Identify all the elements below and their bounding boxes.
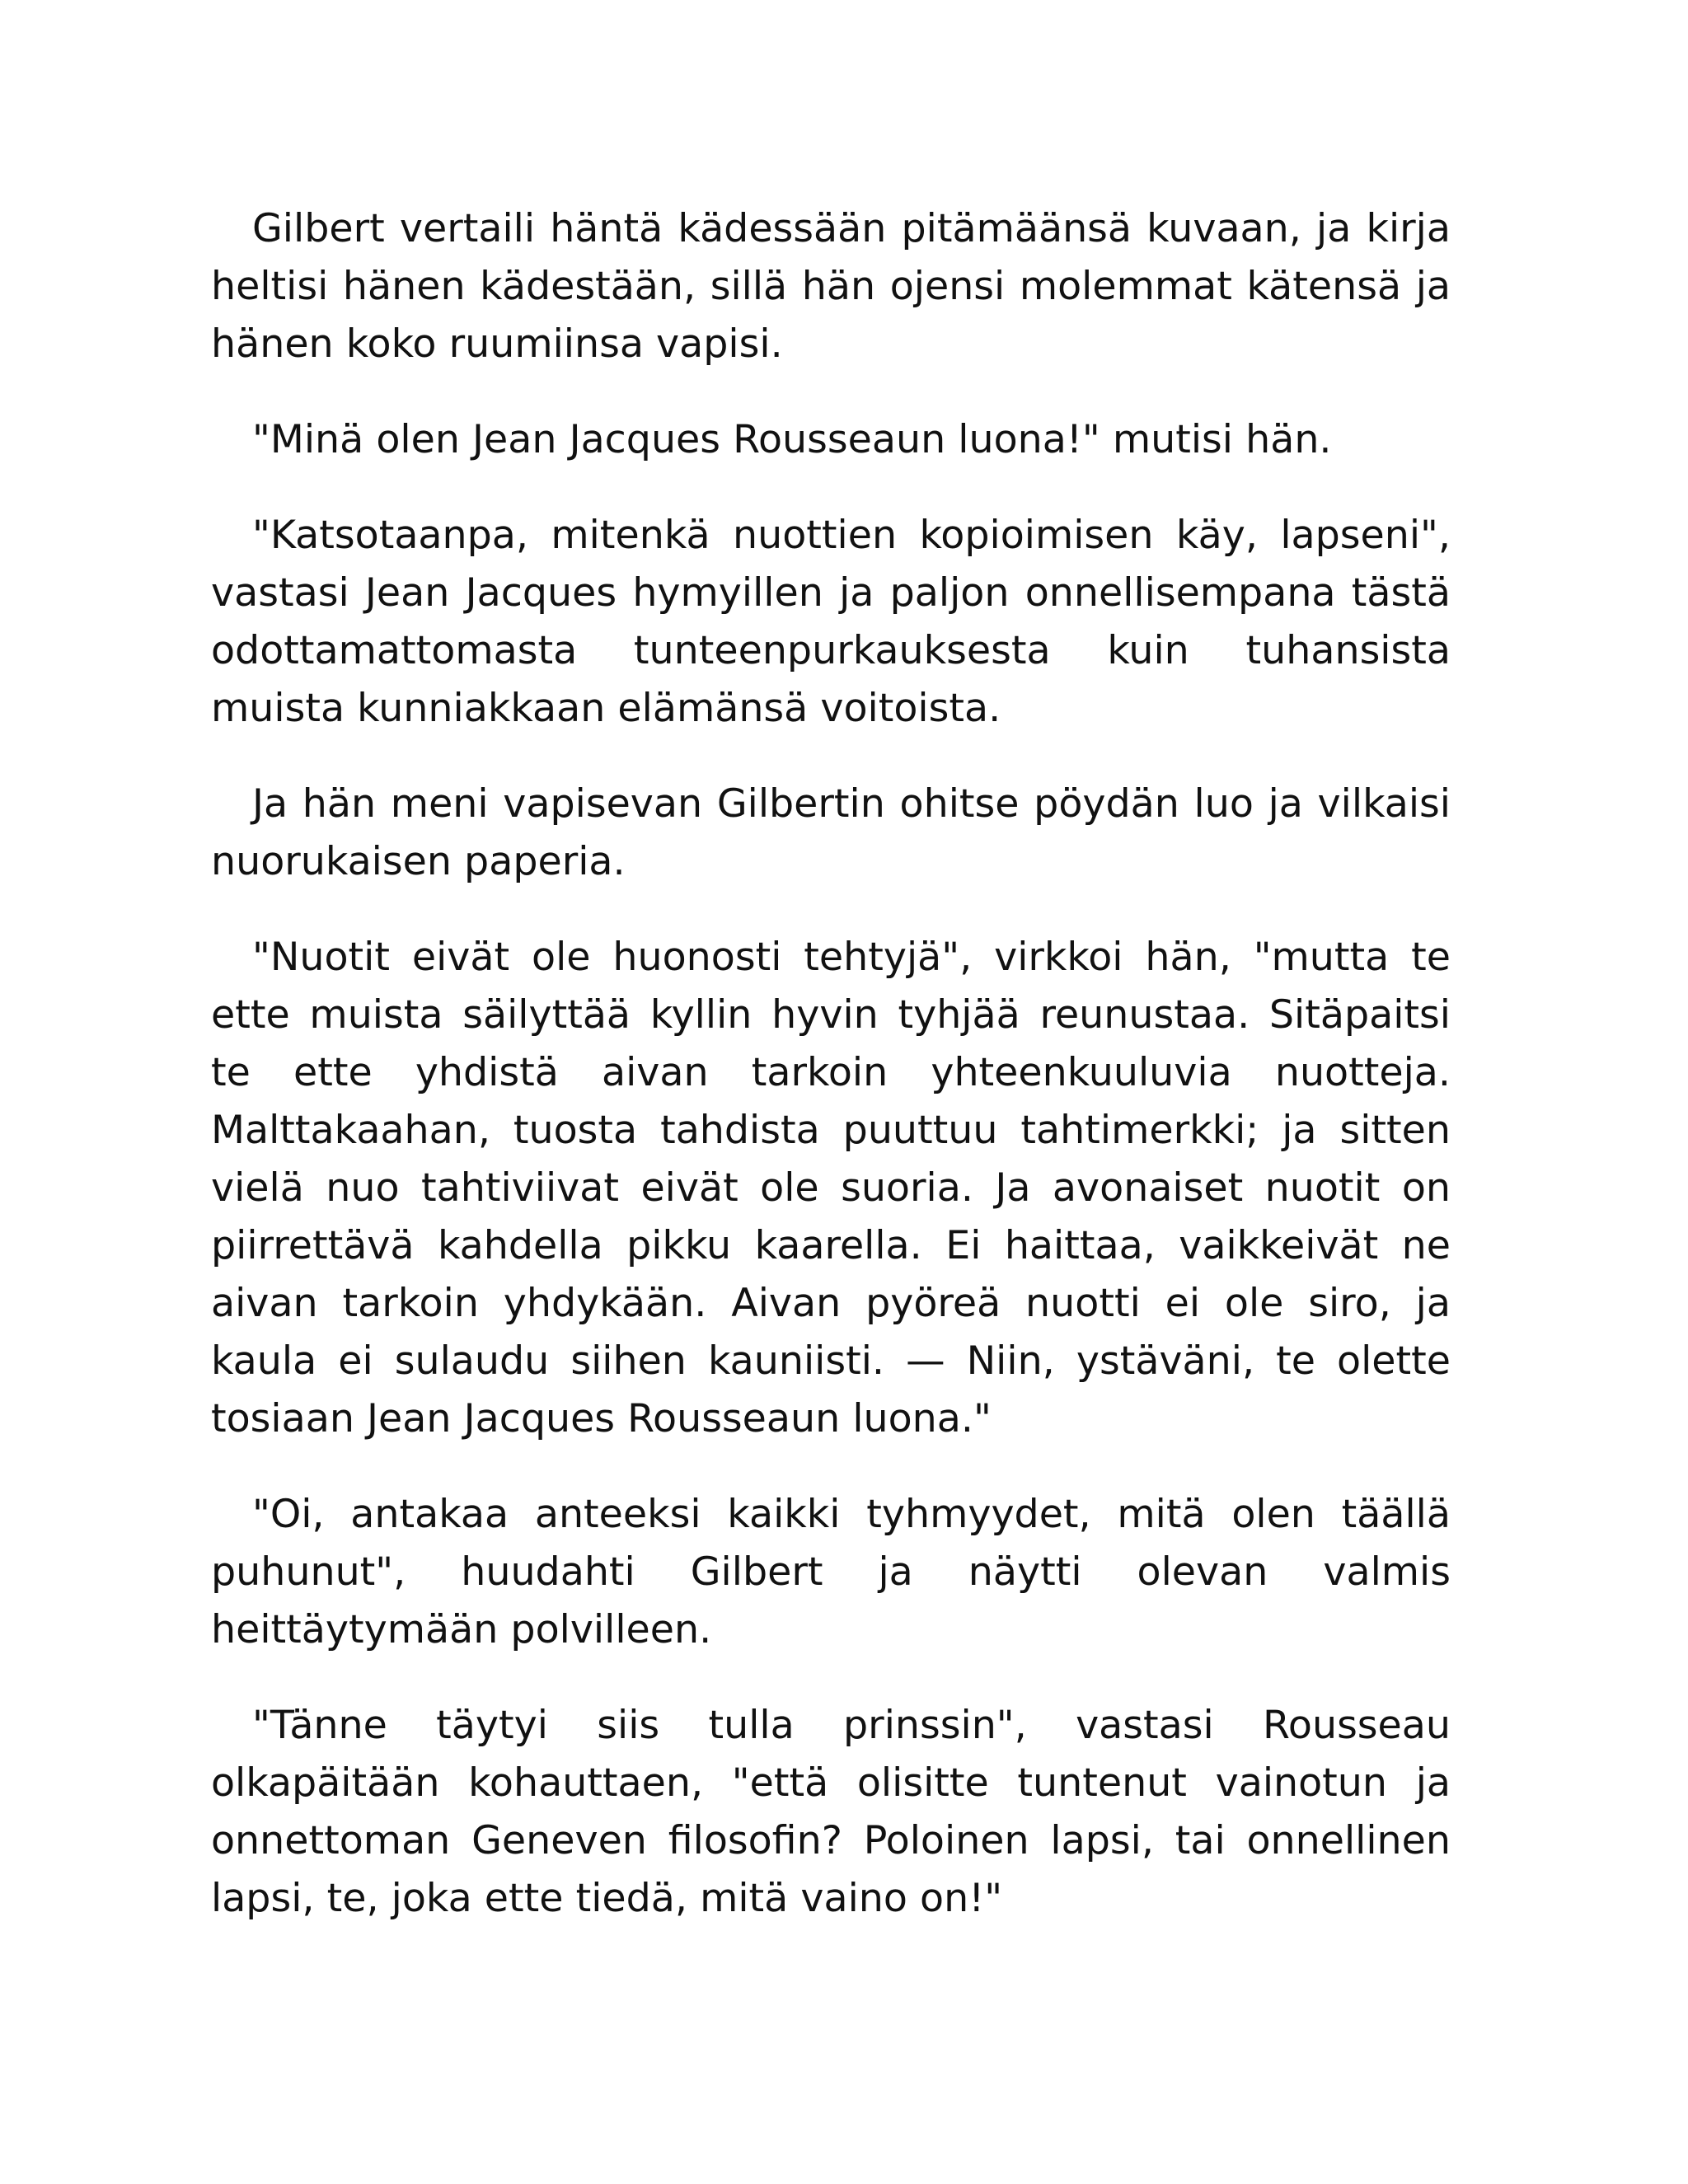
body-text <box>211 200 1451 1966</box>
paragraph-3: "Katsotaanpa, mitenkä nuottien kopioimisen käy, lapseni", vastasi Jean Jacques hymyillen ja paljon onnellisempana tästä odottamattomasta tunteenpurkauksesta kuin tuhansista muista kunniakkaan elämänsä voitoista. <box>211 513 1451 731</box>
paragraph-1: Gilbert vertaili häntä kädessään pitämäänsä kuvaan, ja kirja heltisi hänen kädestään, sillä hän ojensi molemmat kätensä ja hänen koko ruumiinsa vapisi. <box>211 206 1451 367</box>
paragraph-4: Ja hän meni vapisevan Gilbertin ohitse pöydän luo ja vilkaisi nuorukaisen paperia. <box>211 781 1451 884</box>
paragraph-5: "Nuotit eivät ole huonosti tehtyjä", virkkoi hän, "mutta te ette muista säilyttää kyllin hyvin tyhjää reunustaa. Sitäpaitsi te ette yhdistä aivan tarkoin yhteenkuuluvia nuotteja. Malttakaahan, tuosta tahdista puuttuu tahtimerkki; ja sitten vielä nuo tahtiviivat eivät ole suoria. Ja avonaiset nuotit on piirrettävä kahdella pikku kaarella. Ei haittaa, vaikkeivät ne aivan tarkoin yhdykään. Aivan pyöreä nuotti ei ole siro, ja kaula ei sulaudu siihen kauniisti. — Niin, ystäväni, te olette tosiaan Jean Jacques Rousseaun luona." <box>211 935 1451 1441</box>
paragraph-6: "Oi, antakaa anteeksi kaikki tyhmyydet, mitä olen täällä puhunut", huudahti Gilbert ja näytti olevan valmis heittäytymään polvilleen. <box>211 1492 1451 1652</box>
paragraph-2: "Minä olen Jean Jacques Rousseaun luona!" mutisi hän. <box>252 417 1332 462</box>
paragraph-7: "Tänne täytyi siis tulla prinssin", vastasi Rousseau olkapäitään kohauttaen, "että olisitte tuntenut vainotun ja onnettoman Geneven filosofin? Poloinen lapsi, tai onnellinen lapsi, te, joka ette tiedä, mitä vaino on!" <box>211 1703 1451 1921</box>
